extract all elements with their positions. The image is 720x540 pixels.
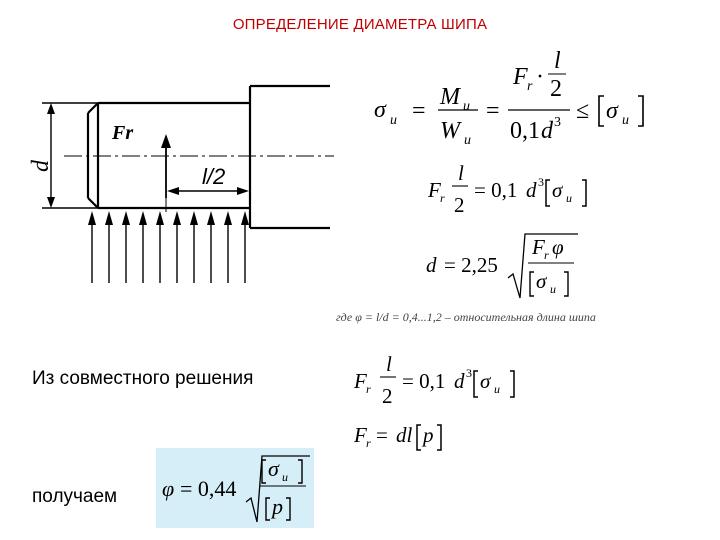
svg-text:и: и: [464, 133, 471, 148]
formula-system-2: [352, 414, 472, 454]
svg-text:F: F: [532, 235, 545, 259]
svg-text:W: W: [440, 118, 460, 144]
svg-text:r: r: [440, 191, 445, 205]
formula-diameter: [424, 228, 594, 306]
svg-text:σ: σ: [374, 97, 386, 123]
svg-text:σ: σ: [536, 269, 547, 293]
svg-text:2: 2: [454, 193, 465, 217]
svg-text:=: =: [376, 423, 388, 447]
text-result: получаем: [32, 486, 118, 507]
svg-text:M: M: [440, 84, 460, 110]
svg-text:l: l: [386, 356, 392, 376]
svg-text:2: 2: [382, 384, 393, 408]
svg-text:=: =: [486, 98, 500, 124]
label-d: d: [28, 160, 54, 172]
svg-text:φ: φ: [162, 476, 175, 501]
svg-text:и: и: [550, 282, 556, 296]
formula-equilibrium: [426, 160, 616, 225]
svg-text:r: r: [544, 248, 549, 262]
formula-bending-stress: [368, 44, 658, 154]
svg-text:d: d: [526, 178, 537, 202]
svg-text:φ: φ: [552, 235, 564, 259]
svg-text:d: d: [426, 253, 437, 277]
svg-text:= 0,44: = 0,44: [180, 476, 237, 501]
pressure-arrows: [88, 211, 249, 283]
dim-arrow-up: [47, 103, 55, 114]
note-relative-length: где φ = l/d = 0,4...1,2 – относительная длина шипа: [336, 310, 596, 324]
svg-text:dl: dl: [396, 423, 413, 447]
text-joint-solution: Из совместного решения: [32, 368, 254, 389]
svg-text:≤: ≤: [576, 98, 590, 124]
svg-text:3: 3: [554, 115, 561, 130]
label-l2: l/2: [202, 164, 226, 189]
svg-text:= 0,1: = 0,1: [402, 369, 446, 393]
svg-text:3: 3: [466, 366, 472, 380]
svg-text:r: r: [366, 436, 371, 450]
svg-text:F: F: [513, 64, 528, 90]
svg-text:F: F: [354, 423, 367, 447]
l2-arrow-right: [237, 187, 249, 195]
svg-text:σ: σ: [268, 456, 279, 481]
svg-text:= 2,25: = 2,25: [444, 253, 498, 277]
svg-text:d: d: [454, 369, 465, 393]
svg-text:0,1: 0,1: [510, 118, 540, 144]
svg-text:и: и: [622, 113, 629, 128]
svg-text:и: и: [566, 191, 572, 205]
formula-system-1: [352, 356, 527, 416]
dim-arrow-down: [47, 197, 55, 208]
slide-title: ОПРЕДЕЛЕНИЕ ДИАМЕТРА ШИПА: [232, 16, 488, 33]
svg-text:p: p: [272, 494, 283, 519]
svg-text:=: =: [412, 98, 426, 124]
svg-text:l: l: [458, 161, 464, 185]
l2-arrow-left: [167, 187, 179, 195]
svg-text:и: и: [463, 99, 470, 114]
svg-text:σ: σ: [552, 178, 563, 202]
svg-text:= 0,1: = 0,1: [474, 178, 518, 202]
svg-text:d: d: [541, 118, 553, 144]
svg-text:r: r: [366, 382, 371, 396]
svg-text:·: ·: [536, 64, 544, 90]
svg-text:и: и: [494, 382, 500, 396]
svg-text:и: и: [390, 113, 397, 128]
svg-text:и: и: [282, 470, 288, 484]
label-fr: Fr: [112, 122, 134, 144]
formula-result: [156, 448, 314, 528]
svg-text:2: 2: [550, 76, 562, 102]
svg-text:3: 3: [538, 175, 544, 189]
journal-drawing: [14, 68, 344, 293]
svg-text:F: F: [428, 178, 441, 202]
svg-text:σ: σ: [480, 369, 491, 393]
svg-text:p: p: [423, 423, 434, 447]
svg-text:l: l: [554, 48, 561, 74]
svg-text:r: r: [527, 79, 533, 94]
fr-arrow-head: [161, 134, 171, 148]
svg-text:σ: σ: [606, 98, 618, 124]
svg-text:F: F: [354, 369, 367, 393]
shaft-body: [250, 86, 330, 228]
